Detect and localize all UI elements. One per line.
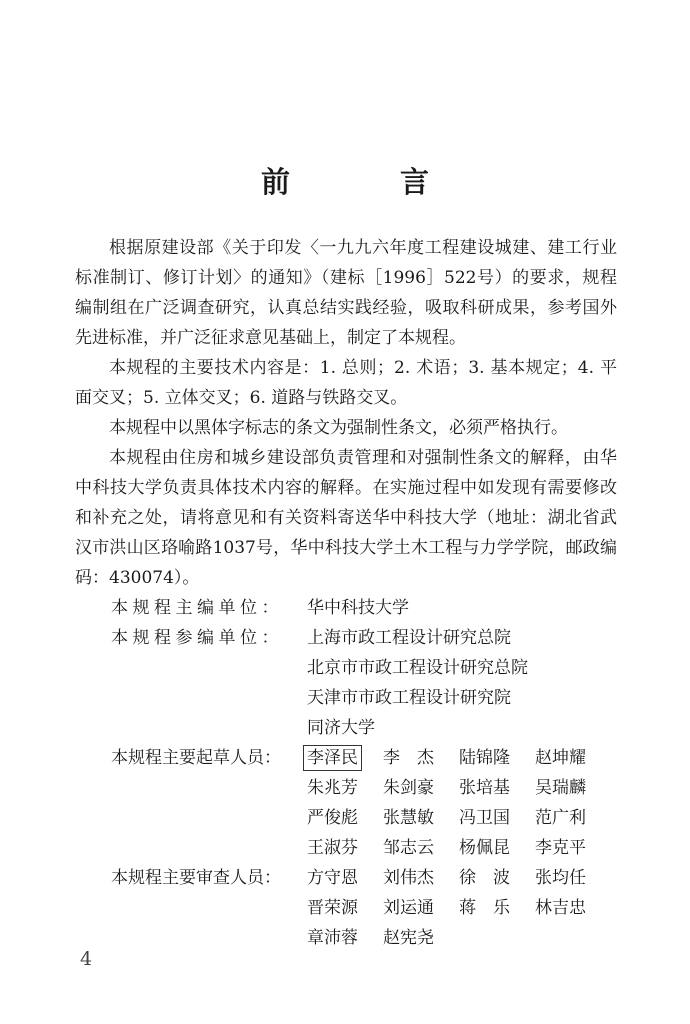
reviewers-section [75,863,617,953]
chief-unit-value: 华中科技大学 [307,598,409,618]
reviewers-label: 本规程主要审查人员： [111,868,281,888]
participating-unit: 上海市政工程设计研究总院 [307,628,511,648]
reviewer-name: 张均任 [535,868,586,888]
drafter-name: 杨佩昆 [459,838,510,858]
reviewer-name: 林吉忠 [535,898,586,918]
drafter-name: 严俊彪 [307,808,358,828]
drafter-name: 朱兆芳 [307,778,358,798]
drafter-name: 李泽民 [303,745,362,771]
reviewer-name: 蒋 乐 [459,898,510,918]
reviewer-name: 赵宪尧 [383,928,434,948]
drafter-name: 邹志云 [383,838,434,858]
participating-unit: 同济大学 [307,718,375,738]
drafter-name: 王淑芬 [307,838,358,858]
reviewer-name: 方守恩 [307,868,358,888]
page-title: 前 言 [260,165,480,199]
paragraph-basis: 根据原建设部《关于印发〈一九九六年度工程建设城建、建工行业标准制订、修订计划〉的通知》（建标［1996］522号）的要求，规程编制组在广泛调查研究，认真总结实践经验，吸取科研成果，参考国外先进标准，并广泛征求意见基础上，制定了本规程。 [75,238,617,348]
chief-unit-section [75,593,617,623]
drafters-label: 本规程主要起草人员： [111,748,281,768]
reviewer-name: 刘伟杰 [383,868,434,888]
paragraph-management: 本规程由住房和城乡建设部负责管理和对强制性条文的解释，由华中科技大学负责具体技术内容的解释。在实施过程中如发现有需要修改和补充之处，请将意见和有关资料寄送华中科技大学（地址：湖北省武汉市洪山区珞喻路1037号，华中科技大学土木工程与力学学院，邮政编码：430074）。 [75,448,617,588]
page-number: 4 [80,948,93,970]
chief-unit-label: 本规程主编单位： [111,598,283,618]
drafter-name: 张培基 [459,778,510,798]
paragraph-mandatory: 本规程中以黑体字标志的条文为强制性条文，必须严格执行。 [109,418,568,438]
drafter-name: 李克平 [535,838,586,858]
drafter-name: 赵坤耀 [535,748,586,768]
preface-body [75,233,617,953]
reviewer-name: 刘运通 [383,898,434,918]
paragraph-contents: 本规程的主要技术内容是：1. 总则；2. 术语；3. 基本规定；4. 平面交叉；5. 立体交叉；6. 道路与铁路交叉。 [75,358,617,408]
reviewer-name: 晋荣源 [307,898,358,918]
drafter-name: 冯卫国 [459,808,510,828]
drafter-name: 朱剑豪 [383,778,434,798]
reviewer-name: 徐 波 [459,868,510,888]
drafter-name: 李 杰 [383,748,434,768]
participating-units-section [75,623,617,743]
drafter-name: 陆锦隆 [459,748,510,768]
drafter-name: 张慧敏 [383,808,434,828]
participating-unit: 北京市市政工程设计研究总院 [307,658,528,678]
drafter-name: 范广利 [535,808,586,828]
drafters-section [75,743,617,863]
reviewer-name: 章沛蓉 [307,928,358,948]
participating-unit: 天津市市政工程设计研究院 [307,688,511,708]
participating-units-label: 本规程参编单位： [111,628,283,648]
drafter-name: 吴瑞麟 [535,778,586,798]
